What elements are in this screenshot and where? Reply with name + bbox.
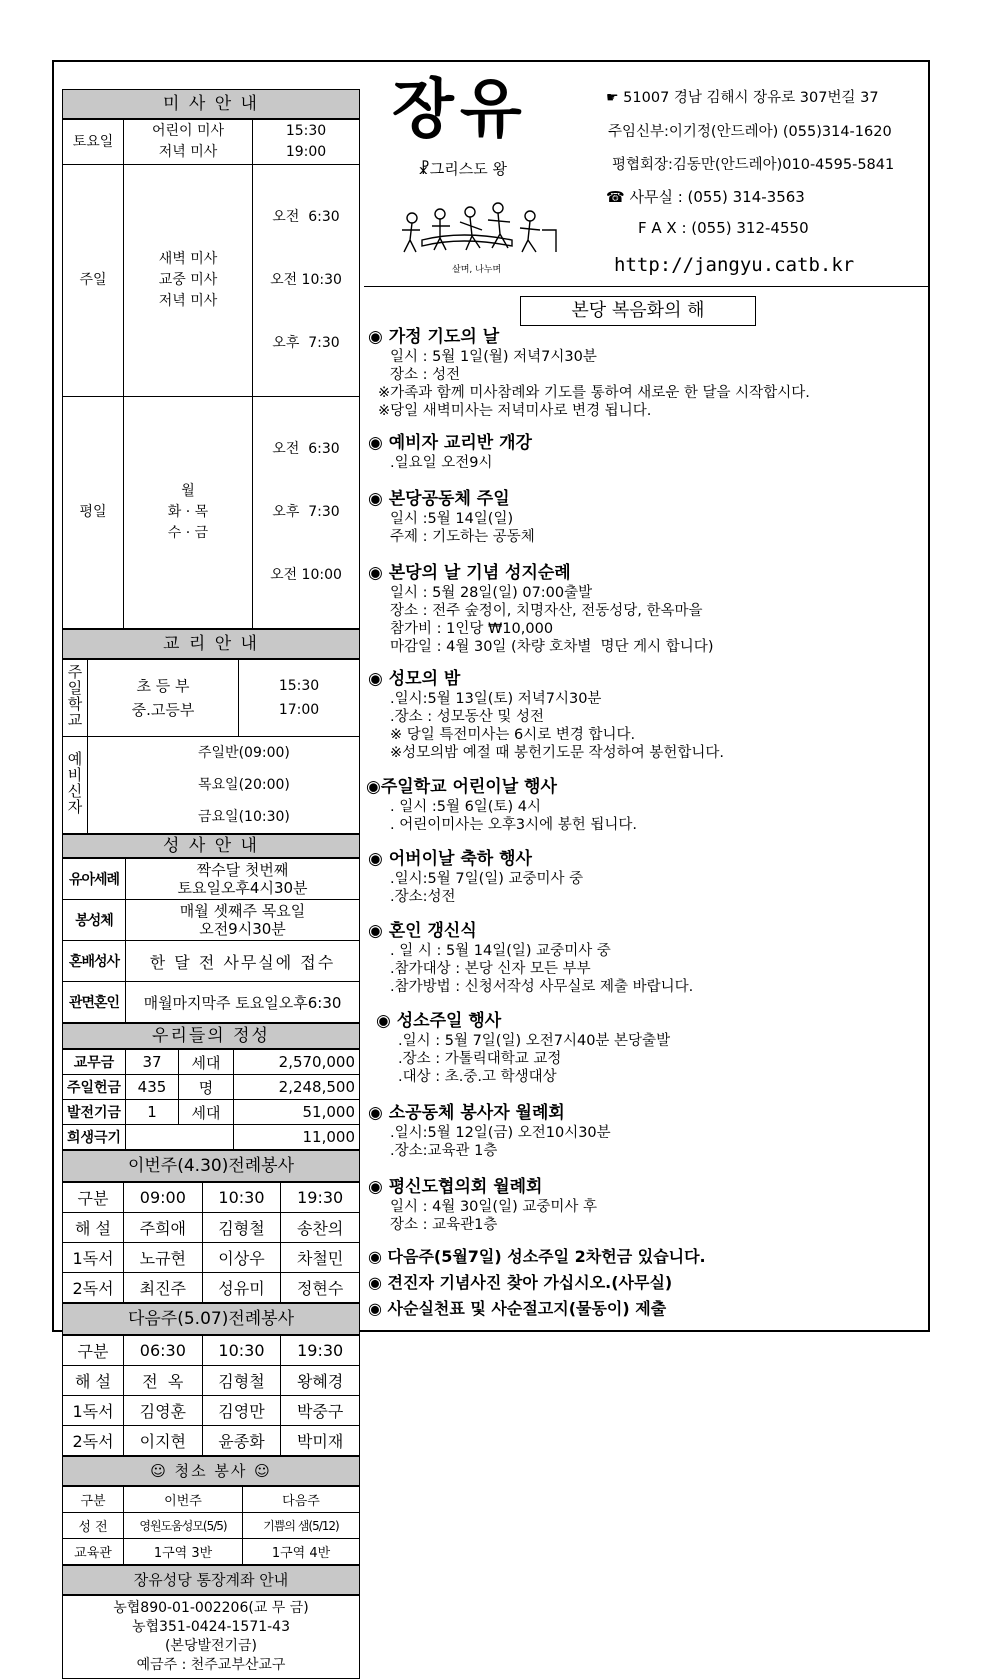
news-line: 장소 : 교육관1층 (390, 1217, 498, 1233)
school-time: 17:00 (278, 702, 320, 718)
news-title: ◉ 본당의 날 기념 성지순례 (368, 563, 571, 583)
mass-name: 새벽 미사 (158, 251, 218, 267)
mass-name: 화 · 목 (167, 504, 209, 520)
duty-person: 박중구 (281, 1396, 360, 1426)
offering-header: 우리들의 정성 (62, 1023, 360, 1049)
mass-name: 수 · 금 (167, 525, 209, 541)
duty-col-header: 10:30 (202, 1183, 281, 1213)
duty-person: 이지현 (124, 1426, 203, 1456)
news-line: ※ 당일 특전미사는 6시로 변경 합니다. (390, 727, 636, 743)
news-line: 일시 :5월 14일(일) (390, 511, 514, 527)
duty-this-header: 이번주(4.30)전례봉사 (62, 1150, 360, 1182)
news-line: 마감일 : 4월 30일 (차량 호차별 명단 게시 합니다) (390, 639, 714, 655)
office-phone: 사무실 : (055) 314-3563 (629, 188, 805, 206)
news-line: 일시 : 4월 30일(일) 교중미사 후 (390, 1199, 597, 1215)
chi-rho-icon: ☧ (418, 160, 430, 178)
duty-col-header: 구분 (63, 1183, 124, 1213)
news-title: ◉ 소공동체 봉사자 월례회 (368, 1103, 565, 1123)
news-line: 장소 : 전주 숲정이, 치명자산, 전동성당, 한옥마을 (390, 603, 703, 619)
news-line: .참가방법 : 신청서작성 사무실로 제출 바랍니다. (390, 979, 694, 995)
offering-label: 주일헌금 (63, 1075, 126, 1100)
news-item (368, 1102, 924, 1160)
bank-account: 농협351-0424-1571-43 (132, 1619, 290, 1635)
pointing-hand-icon: ☛ (606, 90, 619, 106)
bank-holder: 예금주 : 천주교부산교구 (136, 1657, 286, 1673)
news-line: .일시:5월 12일(금) 오전10시30분 (390, 1125, 611, 1141)
cleaning-group: 1구역 3반 (124, 1539, 243, 1565)
address: 51007 경남 김해시 장유로 307번길 37 (623, 90, 879, 106)
duty-role: 1독서 (63, 1396, 124, 1426)
news-title: ◉ 성소주일 행사 (376, 1011, 502, 1031)
news-line: .장소 : 가톨릭대학교 교정 (398, 1051, 562, 1067)
duty-person: 주희애 (124, 1213, 203, 1243)
school-times (239, 660, 360, 737)
mass-time: 오후 7:30 (272, 504, 340, 520)
duty-person: 성유미 (202, 1273, 281, 1303)
mass-name: 어린이 미사 (151, 123, 225, 139)
mass-weekday-label: 평일 (63, 397, 124, 629)
sacrament-header: 성 사 안 내 (62, 834, 360, 858)
cleaning-col-header: 다음주 (243, 1487, 360, 1513)
news-line: . 일시 :5월 6일(토) 4시 (390, 799, 541, 815)
news-item (368, 848, 924, 906)
bank-box (62, 1595, 360, 1679)
mass-time: 오전 6:30 (272, 209, 340, 225)
community-illustration (392, 200, 562, 260)
duty-person: 노규현 (124, 1243, 203, 1273)
announcements (368, 1244, 924, 1322)
sunday-school-label (63, 660, 88, 737)
catechumen-classes (88, 737, 360, 834)
offering-table (62, 1049, 360, 1150)
mass-sun-names (124, 165, 253, 397)
offering-count: 37 (126, 1050, 179, 1075)
duty-person: 윤종화 (202, 1426, 281, 1456)
doctrine-table (62, 659, 360, 834)
news-title: ◉ 혼인 갱신식 (368, 921, 477, 941)
duty-role: 해 설 (63, 1213, 124, 1243)
bank-header: 장유성당 통장계좌 안내 (62, 1565, 360, 1595)
sacrament-label: 유아세례 (63, 859, 126, 900)
news-title: ◉ 평신도협의회 월례회 (368, 1177, 543, 1197)
duty-col-header: 09:00 (124, 1183, 203, 1213)
catechumen-label-text: 예비신자 (65, 751, 84, 815)
mass-weekday-names (124, 397, 253, 629)
cleaning-group: 영원도움성모(5/5) (124, 1513, 243, 1539)
duty-person: 차철민 (281, 1243, 360, 1273)
news-line: 참가비 : 1인당 ₩10,000 (390, 621, 554, 637)
news-line: .일시 : 5월 7일(일) 오전7시40분 본당출발 (398, 1033, 671, 1049)
office-line (606, 186, 805, 207)
website-url[interactable]: http://jangyu.catb.kr (614, 254, 855, 276)
council-president: 평협회장:김동만(안드레아)010-4595-5841 (612, 157, 895, 173)
news-line: . 어린이미사는 오후3시에 봉헌 됩니다. (390, 817, 637, 833)
mass-name: 월 (181, 483, 195, 499)
mass-sun-times (253, 165, 360, 397)
pastor: 주임신부:이기정(안드레아) (055)314-1620 (608, 124, 892, 140)
school-time: 15:30 (278, 678, 320, 694)
announcement: ◉ 견진자 기념사진 찾아 가십시오.(사무실) (368, 1273, 673, 1292)
duty-person: 김영훈 (124, 1396, 203, 1426)
bulletin-subtitle-text: 그리스도 왕 (429, 160, 507, 178)
mass-time: 15:30 (285, 123, 327, 139)
news-title: ◉ 본당공동체 주일 (368, 489, 510, 509)
catechumen-label (63, 737, 88, 834)
offering-unit: 명 (179, 1075, 234, 1100)
duty-this-table (62, 1182, 360, 1303)
school-grade: 중.고등부 (131, 701, 195, 719)
news-note: ※가족과 함께 미사참례와 기도를 통하여 새로운 한 달을 시작합시다. (378, 385, 810, 401)
catechumen-class: 주일반(09:00) (198, 745, 290, 761)
cleaning-area: 성 전 (63, 1513, 124, 1539)
news-line: .일시:5월 13일(토) 저녁7시30분 (390, 691, 602, 707)
cleaning-col-header: 구분 (63, 1487, 124, 1513)
address-line (606, 86, 879, 107)
mass-table (62, 119, 360, 629)
duty-person: 김형철 (202, 1213, 281, 1243)
offering-amount: 2,570,000 (234, 1050, 360, 1075)
school-names (88, 660, 239, 737)
news-line: 장소 : 성전 (390, 367, 461, 383)
phone-icon: ☎ (606, 188, 625, 206)
news-line: .일시:5월 7일(일) 교중미사 중 (390, 871, 584, 887)
news-note: ※당일 새벽미사는 저녁미사로 변경 됩니다. (378, 403, 652, 419)
mass-weekday-times (253, 397, 360, 629)
news-item (368, 1176, 924, 1234)
duty-person: 최진주 (124, 1273, 203, 1303)
news-title: ◉ 어버이날 축하 행사 (368, 849, 532, 869)
news-item (368, 668, 924, 762)
sacrament-label: 봉성체 (63, 900, 126, 941)
mass-time: 오전 10:00 (270, 567, 342, 583)
motto: 살며, 나누며 (452, 265, 502, 275)
duty-person: 김형철 (202, 1366, 281, 1396)
offering-count (126, 1125, 234, 1150)
news-title: ◉ 성모의 밤 (368, 669, 461, 689)
offering-amount: 51,000 (234, 1100, 360, 1125)
offering-label: 교무금 (63, 1050, 126, 1075)
duty-person: 전 옥 (124, 1366, 203, 1396)
mass-name: 교중 미사 (158, 272, 218, 288)
mass-time: 오후 7:30 (272, 335, 340, 351)
news-item (376, 1010, 932, 1086)
news-line: .참가대상 : 본당 신자 모든 부부 (390, 961, 591, 977)
duty-next-header: 다음주(5.07)전례봉사 (62, 1303, 360, 1335)
news-line: .대상 : 초.중.고 학생대상 (398, 1069, 557, 1085)
mass-name: 저녁 미사 (158, 293, 218, 309)
announcement: ◉ 사순실천표 및 사순절고지(물동이) 제출 (368, 1299, 667, 1318)
mass-sat-times (253, 120, 360, 165)
sacrament-text: 매월 셋째주 목요일 오전9시30분 (126, 900, 360, 941)
news-item (368, 432, 924, 472)
mass-sat-label: 토요일 (63, 120, 124, 165)
duty-person: 이상우 (202, 1243, 281, 1273)
fax: F A X : (055) 312-4550 (638, 219, 809, 237)
mass-sun-label: 주일 (63, 165, 124, 397)
news-title: ◉ 가정 기도의 날 (368, 327, 500, 347)
mass-time: 오전 6:30 (272, 441, 340, 457)
bank-account: 농협890-01-002206(교 무 금) (113, 1600, 309, 1616)
offering-amount: 2,248,500 (234, 1075, 360, 1100)
sacrament-text: 짝수달 첫번째 토요일오후4시30분 (126, 859, 360, 900)
mass-sat-names (124, 120, 253, 165)
bulletin-subtitle (418, 158, 507, 179)
news-item (368, 920, 924, 996)
duty-person: 왕혜경 (281, 1366, 360, 1396)
cleaning-area: 교육관 (63, 1539, 124, 1565)
duty-role: 1독서 (63, 1243, 124, 1273)
offering-label: 희생극기 (63, 1125, 126, 1150)
news-line: .장소:교육관 1층 (390, 1143, 498, 1159)
duty-role: 2독서 (63, 1426, 124, 1456)
mass-time: 19:00 (285, 144, 327, 160)
offering-unit: 세대 (179, 1050, 234, 1075)
duty-col-header: 19:30 (281, 1336, 360, 1366)
news-item (368, 326, 924, 420)
sacrament-label: 관면혼인 (63, 982, 126, 1023)
duty-person: 김영만 (202, 1396, 281, 1426)
duty-col-header: 06:30 (124, 1336, 203, 1366)
duty-role: 해 설 (63, 1366, 124, 1396)
duty-next-table (62, 1335, 360, 1456)
year-theme: 본당 복음화의 해 (520, 296, 756, 326)
duty-role: 2독서 (63, 1273, 124, 1303)
sacrament-text: 매월마지막주 토요일오후6:30 (126, 982, 360, 1023)
cleaning-table (62, 1486, 360, 1565)
sacrament-table (62, 858, 360, 1023)
news-line: .일요일 오전9시 (390, 455, 493, 471)
news-line: 일시 : 5월 28일(일) 07:00출발 (390, 585, 593, 601)
duty-col-header: 19:30 (281, 1183, 360, 1213)
news-item (368, 776, 924, 834)
news-title: ◉주일학교 어린이날 행사 (366, 777, 557, 797)
news-line: . 일 시 : 5월 14일(일) 교중미사 중 (390, 943, 611, 959)
duty-person: 박미재 (281, 1426, 360, 1456)
offering-amount: 11,000 (234, 1125, 360, 1150)
offering-count: 435 (126, 1075, 179, 1100)
mass-header: 미 사 안 내 (62, 89, 360, 119)
cleaning-group: 1구역 4반 (243, 1539, 360, 1565)
offering-count: 1 (126, 1100, 179, 1125)
news-item (368, 562, 924, 656)
catechumen-class: 목요일(20:00) (198, 777, 290, 793)
bank-account-note: (본당발전기금) (164, 1638, 258, 1654)
bulletin-title: 장유 (392, 72, 528, 147)
announcement: ◉ 다음주(5월7일) 성소주일 2차헌금 있습니다. (368, 1247, 706, 1266)
duty-col-header: 10:30 (202, 1336, 281, 1366)
sacrament-label: 혼배성사 (63, 941, 126, 982)
left-column (62, 89, 360, 1679)
mass-name: 저녁 미사 (158, 144, 218, 160)
duty-person: 정현수 (281, 1273, 360, 1303)
sunday-school-label-text: 주일학교 (65, 664, 84, 728)
news-item (368, 488, 924, 546)
news-line: .장소:성전 (390, 889, 456, 905)
news-line: 주제 : 기도하는 공동체 (390, 529, 535, 545)
masthead-divider (364, 286, 928, 287)
sacrament-text: 한 달 전 사무실에 접수 (126, 941, 360, 982)
cleaning-col-header: 이번주 (124, 1487, 243, 1513)
cleaning-header: ☺ 청소 봉사 ☺ (62, 1456, 360, 1486)
mass-time: 오전 10:30 (270, 272, 342, 288)
news-line: .장소 : 성모동산 및 성전 (390, 709, 544, 725)
cleaning-group: 기쁨의 샘(5/12) (243, 1513, 360, 1539)
school-grade: 초 등 부 (136, 677, 190, 695)
offering-unit: 세대 (179, 1100, 234, 1125)
offering-label: 발전기금 (63, 1100, 126, 1125)
news-title: ◉ 예비자 교리반 개강 (368, 433, 532, 453)
doctrine-header: 교 리 안 내 (62, 629, 360, 659)
catechumen-class: 금요일(10:30) (198, 809, 290, 825)
duty-person: 송찬의 (281, 1213, 360, 1243)
duty-col-header: 구분 (63, 1336, 124, 1366)
news-line: 일시 : 5월 1일(월) 저녁7시30분 (390, 349, 597, 365)
news-line: ※성모의밤 예절 때 봉헌기도문 작성하여 봉헌합니다. (390, 745, 724, 761)
